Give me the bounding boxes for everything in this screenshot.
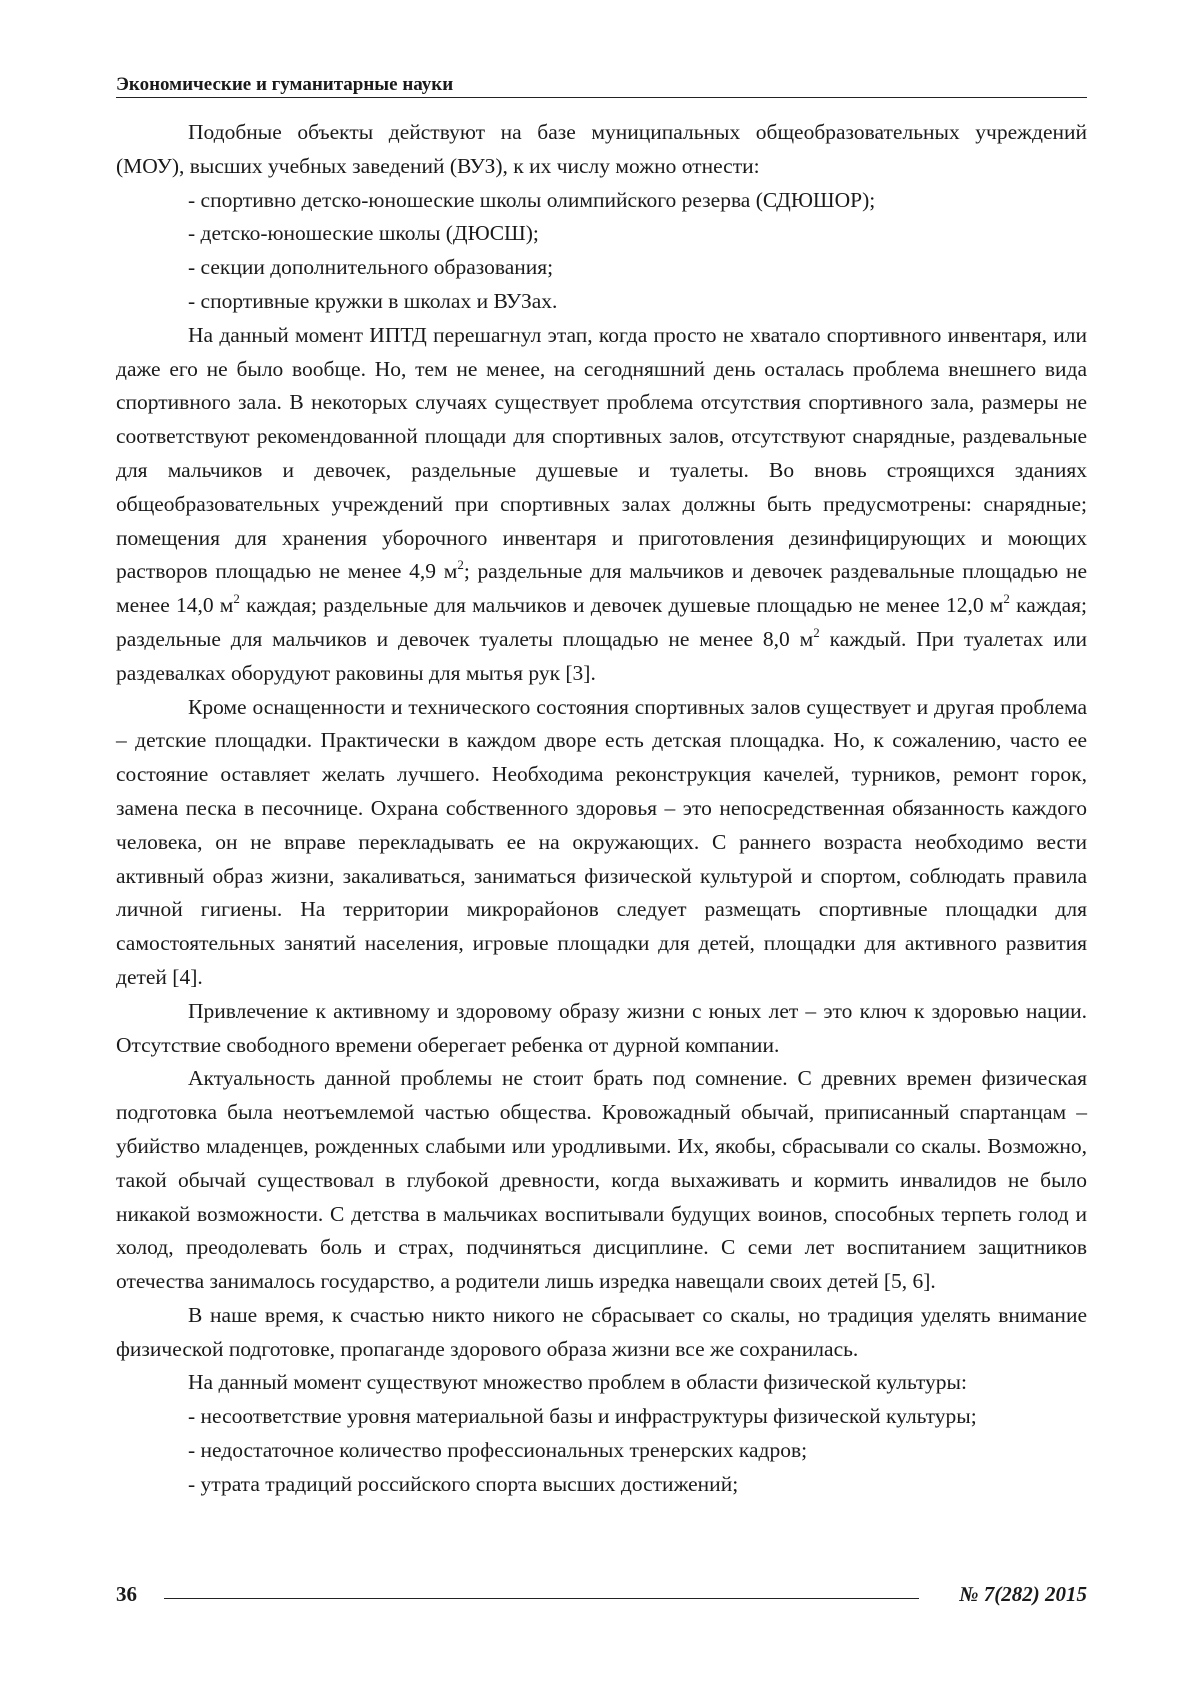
superscript-2: 2: [813, 625, 820, 640]
paragraph-playgrounds: Кроме оснащенности и технического состояния спортивных залов существует и другая проблема – детские площадки. Практически в каждом дворе есть детская площадка. Но, к сожалению, часто ее состояние оставляет желать лучшего. Необходима реконструкция качелей, турников, ремонт горок, замена песка в песочнице. Охрана собственного здоровья – это непосредственная обязанность каждого человека, он не вправе перекладывать ее на окружающих. С раннего возраста необходимо вести активный образ жизни, закаливаться, заниматься физической культурой и спортом, соблюдать правила личной гигиены. На территории микрорайонов следует размещать спортивные площадки для самостоятельных занятий населения, игровые площадки для детей, площадки для активного развития детей [4].: [116, 691, 1087, 995]
list-item: - спортивные кружки в школах и ВУЗах.: [116, 285, 1087, 319]
page-footer: [116, 1582, 1087, 1614]
footer-rule: [164, 1598, 919, 1599]
list-item: - недостаточное количество профессиональных тренерских кадров;: [116, 1434, 1087, 1468]
paragraph-history: Актуальность данной проблемы не стоит брать под сомнение. С древних времен физическая подготовка была неотъемлемой частью общества. Кровожадный обычай, приписанный спартанцам – убийство младенцев, рожденных слабыми или уродливыми. Их, якобы, сбрасывали со скалы. Возможно, такой обычай существовал в глубокой древности, когда выхаживать и кормить инвалидов не было никакой возможности. С детства в мальчиках воспитывали будущих воинов, способных терпеть голод и холод, преодолевать боль и страх, подчиняться дисциплине. С семи лет воспитанием защитников отечества занималось государство, а родители лишь изредка навещали своих детей [5, 6].: [116, 1062, 1087, 1299]
superscript-2: 2: [233, 591, 240, 606]
issue-number: № 7(282) 2015: [959, 1582, 1087, 1607]
superscript-2: 2: [457, 557, 464, 572]
list-item: - секции дополнительного образования;: [116, 251, 1087, 285]
list-item: - несоответствие уровня материальной базы и инфраструктуры физической культуры;: [116, 1400, 1087, 1434]
list-item: - детско-юношеские школы (ДЮСШ);: [116, 217, 1087, 251]
paragraph-intro: Подобные объекты действуют на базе муниципальных общеобразовательных учреждений (МОУ), высших учебных заведений (ВУЗ), к их числу можно отнести:: [116, 116, 1087, 184]
paragraph-problems: На данный момент существуют множество проблем в области физической культуры:: [116, 1366, 1087, 1400]
paragraph-healthy-lifestyle: Привлечение к активному и здоровому образу жизни с юных лет – это ключ к здоровью нации. Отсутствие свободного времени оберегает ребенка от дурной компании.: [116, 995, 1087, 1063]
running-header: Экономические и гуманитарные науки: [116, 74, 1087, 98]
superscript-2: 2: [1003, 591, 1010, 606]
list-item: - спортивно детско-юношеские школы олимпийского резерва (СДЮШОР);: [116, 184, 1087, 218]
page-number: 36: [116, 1582, 137, 1607]
article-body: [116, 116, 1087, 1502]
paragraph-sports-hall: На данный момент ИПТД перешагнул этап, когда просто не хватало спортивного инвентаря, или даже его не было вообще. Но, тем не менее, на сегодняшний день осталась проблема внешнего вида спортивного зала. В некоторых случаях существует проблема отсутствия спортивного зала, размеры не соответствуют рекомендованной площади для спортивных залов, отсутствуют снарядные, раздевальные для мальчиков и девочек, раздельные душевые и туалеты. Во вновь строящихся зданиях общеобразовательных учреждений при спортивных залах должны быть предусмотрены: снарядные; помещения для хранения уборочного инвентаря и приготовления дезинфицирующих и моющих растворов площадью не менее 4,9 м2; раздельные для мальчиков и девочек раздевальные площадью не менее 14,0 м2 каждая; раздельные для мальчиков и девочек душевые площадью не менее 12,0 м2 каждая; раздельные для мальчиков и девочек туалеты площадью не менее 8,0 м2 каждый. При туалетах или раздевалках оборудуют раковины для мытья рук [3].: [116, 319, 1087, 691]
list-item: - утрата традиций российского спорта высших достижений;: [116, 1468, 1087, 1502]
paragraph-modern-times: В наше время, к счастью никто никого не сбрасывает со скалы, но традиция уделять внимание физической подготовке, пропаганде здорового образа жизни все же сохранилась.: [116, 1299, 1087, 1367]
